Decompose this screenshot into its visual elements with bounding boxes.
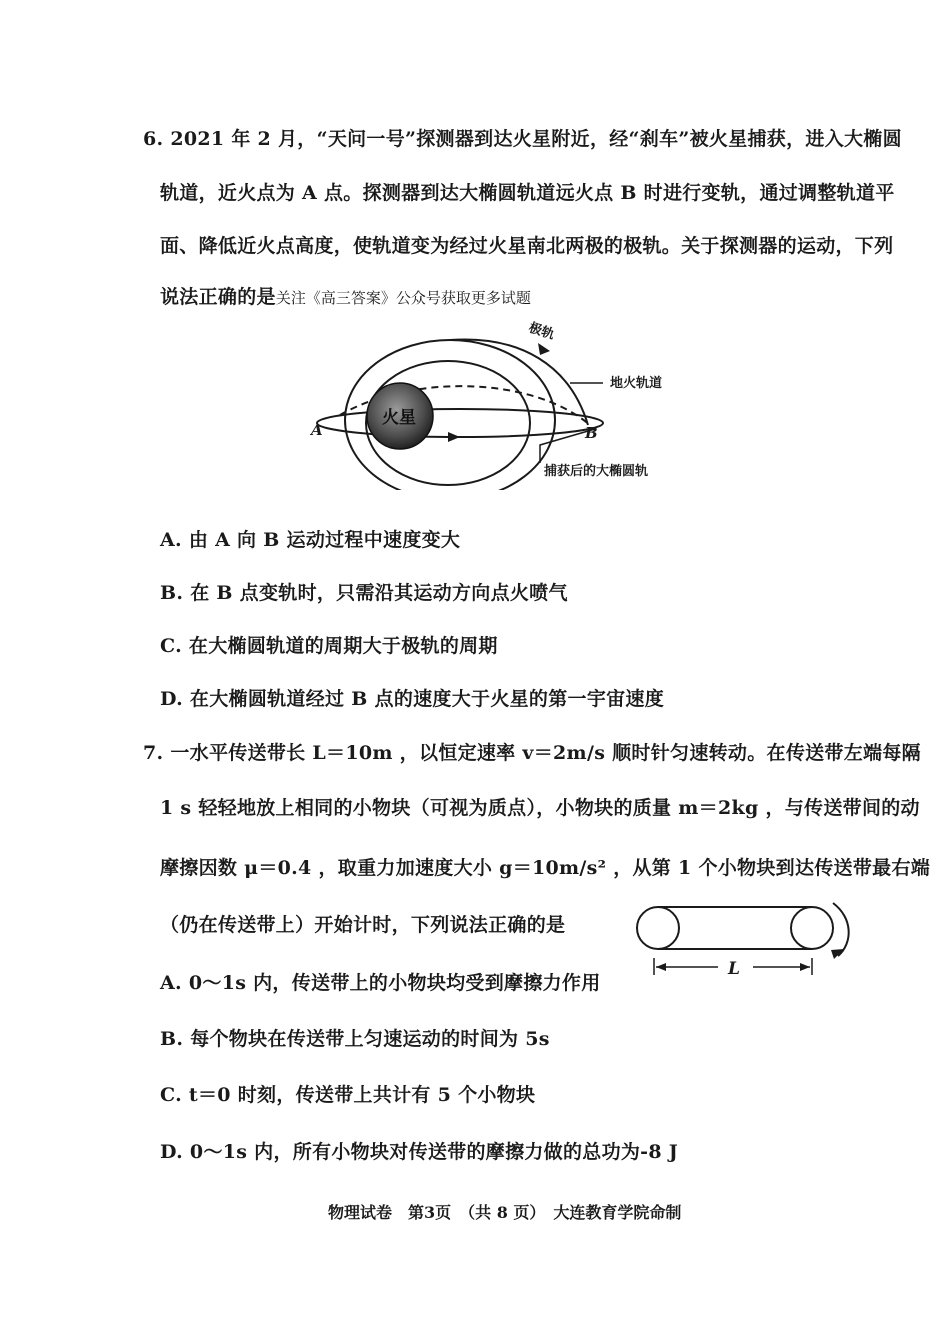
capture-orbit [317, 409, 603, 437]
q6-stem-line-2: 轨道，近火点为 A 点。探测器到达大椭圆轨道远火点 B 时进行变轨，通过调整轨道平 [160, 182, 895, 204]
q6-option-a: A. 由 A 向 B 运动过程中速度变大 [160, 529, 461, 551]
rotation-arrow-icon [831, 949, 844, 959]
mars-label: 火星 [382, 408, 416, 428]
point-b-label: B [585, 424, 598, 442]
rotation-arrow [833, 903, 849, 956]
q7-stem-line-1: 7. 一水平传送带长 L＝10m ，以恒定速率 v＝2m/s 顺时针匀速转动。在传送带左端每隔 [143, 742, 921, 764]
capture-arrow-icon [448, 432, 460, 442]
transfer-orbit-label: 地火轨道 [610, 376, 663, 391]
q7-stem-line-3: 摩擦因数 μ＝0.4 ，取重力加速度大小 g＝10m/s² ，从第 1 个小物块到达传送带最右端 [160, 857, 931, 879]
q6-stem-line-1: 6. 2021 年 2 月，“天问一号”探测器到达火星附近，经“刹车”被火星捕获，进入大椭圆 [143, 128, 902, 150]
q6-option-d: D. 在大椭圆轨道经过 B 点的速度大于火星的第一宇宙速度 [160, 688, 665, 710]
q7-stem-line-2: 1 s 轻轻地放上相同的小物块（可视为质点），小物块的质量 m＝2kg ，与传送带间的动 [160, 797, 920, 819]
page-footer: 物理试卷 第3页 （共 8 页） 大连教育学院命制 [328, 1203, 682, 1222]
dim-arrow-right-icon [800, 963, 810, 971]
polar-orbit-arc [450, 339, 588, 425]
q6-option-b: B. 在 B 点变轨时，只需沿其运动方向点火喷气 [160, 582, 568, 604]
q7-option-c: C. t＝0 时刻，传送带上共计有 5 个小物块 [160, 1084, 536, 1106]
left-roller [637, 907, 679, 949]
q6-stem-line-3: 面、降低近火点高度，使轨道变为经过火星南北两极的极轨。关于探测器的运动，下列 [160, 235, 894, 257]
orbit-diagram [300, 305, 700, 490]
q6-option-c: C. 在大椭圆轨道的周期大于极轨的周期 [160, 635, 498, 657]
dim-arrow-left-icon [656, 963, 666, 971]
capture-orbit-label: 捕获后的大椭圆轨 [544, 464, 649, 479]
point-a-label: A [311, 421, 323, 439]
conveyor-diagram [628, 893, 858, 988]
q7-option-d: D. 0～1s 内，所有小物块对传送带的摩擦力做的总功为-8 J [160, 1141, 679, 1163]
q6-stem-text: 说法正确的是 [160, 286, 276, 308]
q7-stem-line-4: （仍在传送带上）开始计时，下列说法正确的是 [160, 914, 566, 936]
right-roller [791, 907, 833, 949]
polar-orbit-label: 极轨 [526, 320, 557, 343]
promo-note: 关注《高三答案》公众号获取更多试题 [275, 289, 531, 307]
polar-arrow-icon [538, 343, 550, 355]
length-label: L [728, 959, 740, 979]
q7-option-b: B. 每个物块在传送带上匀速运动的时间为 5s [160, 1028, 550, 1050]
q7-option-a: A. 0～1s 内，传送带上的小物块均受到摩擦力作用 [160, 972, 601, 994]
